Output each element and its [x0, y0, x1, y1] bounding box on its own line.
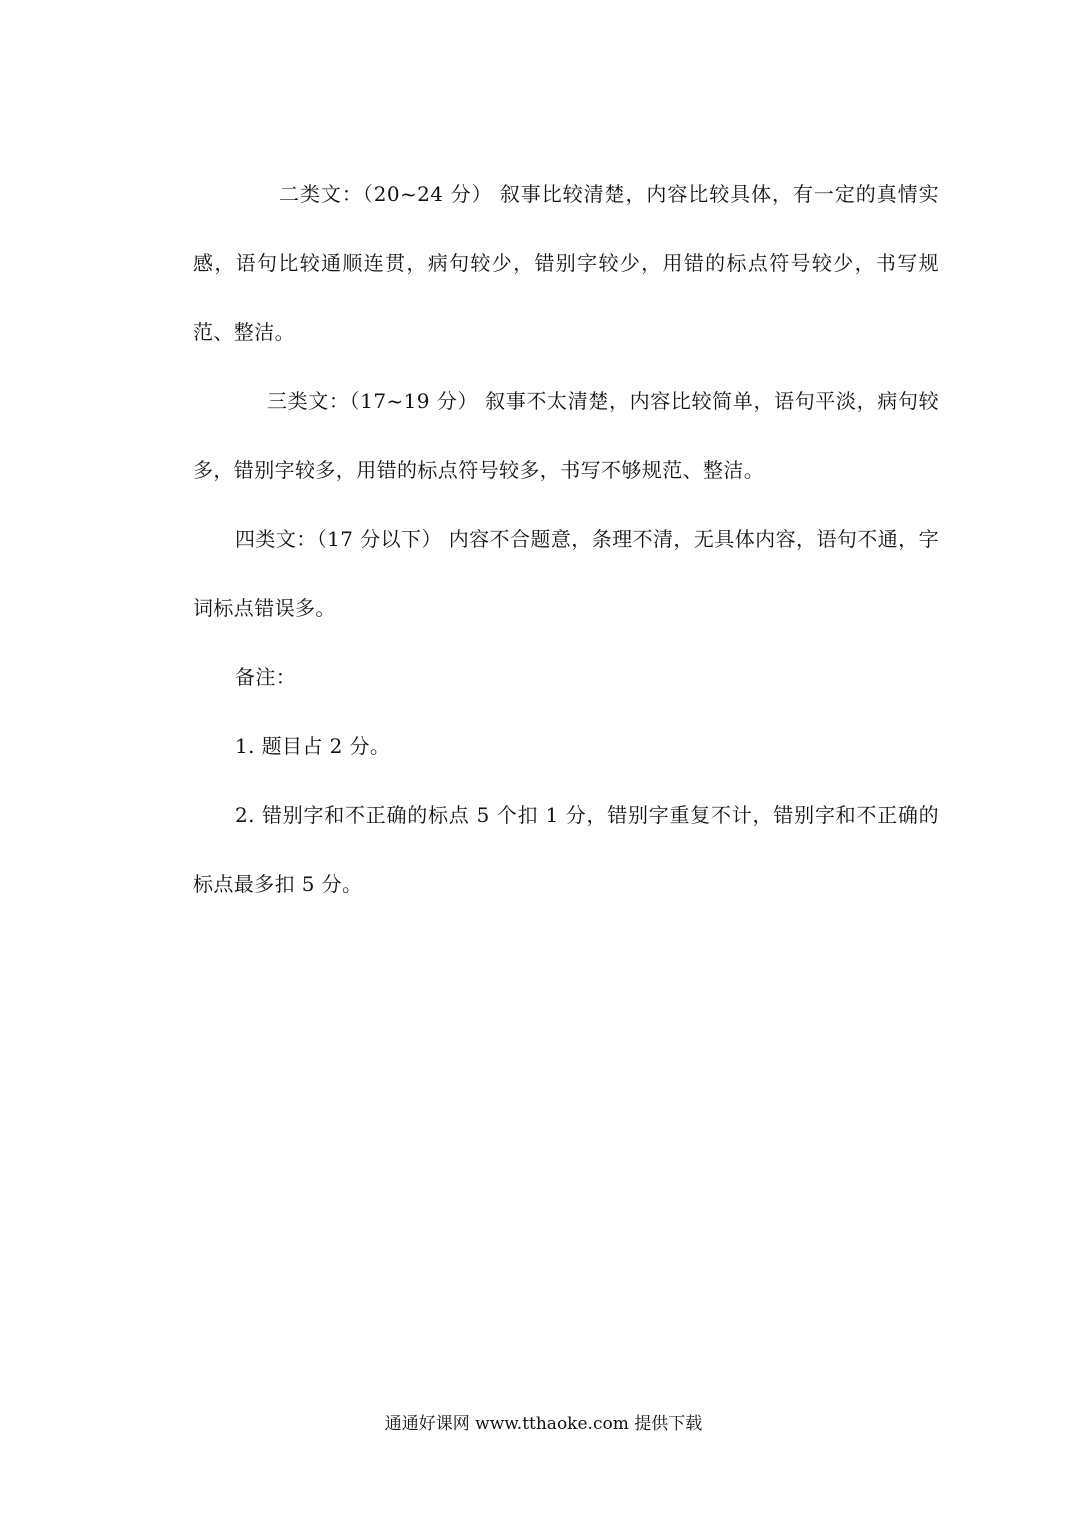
notes-heading: 备注： [235, 665, 297, 689]
page-footer: 通通好课网 www.tthaoke.com 提供下载 [384, 1414, 703, 1434]
document-body [193, 160, 939, 919]
paragraph-class-two: 二类文：（20~24 分） 叙事比较清楚，内容比较具体，有一定的真情实感，语句比较通顺连贯，病句较少，错别字较少，用错的标点符号较少，书写规范、整洁。 [193, 182, 939, 344]
paragraph-class-four: 四类文：（17 分以下） 内容不合题意，条理不清，无具体内容，语句不通，字词标点错误多。 [193, 527, 939, 620]
note-item-1: 1. 题目占 2 分。 [235, 734, 391, 758]
paragraph-class-three: 三类文：（17~19 分） 叙事不太清楚，内容比较简单，语句平淡，病句较多，错别字较多，用错的标点符号较多，书写不够规范、整洁。 [193, 389, 939, 482]
note-item-2: 2. 错别字和不正确的标点 5 个扣 1 分，错别字重复不计，错别字和不正确的标点最多扣 5 分。 [193, 803, 939, 896]
